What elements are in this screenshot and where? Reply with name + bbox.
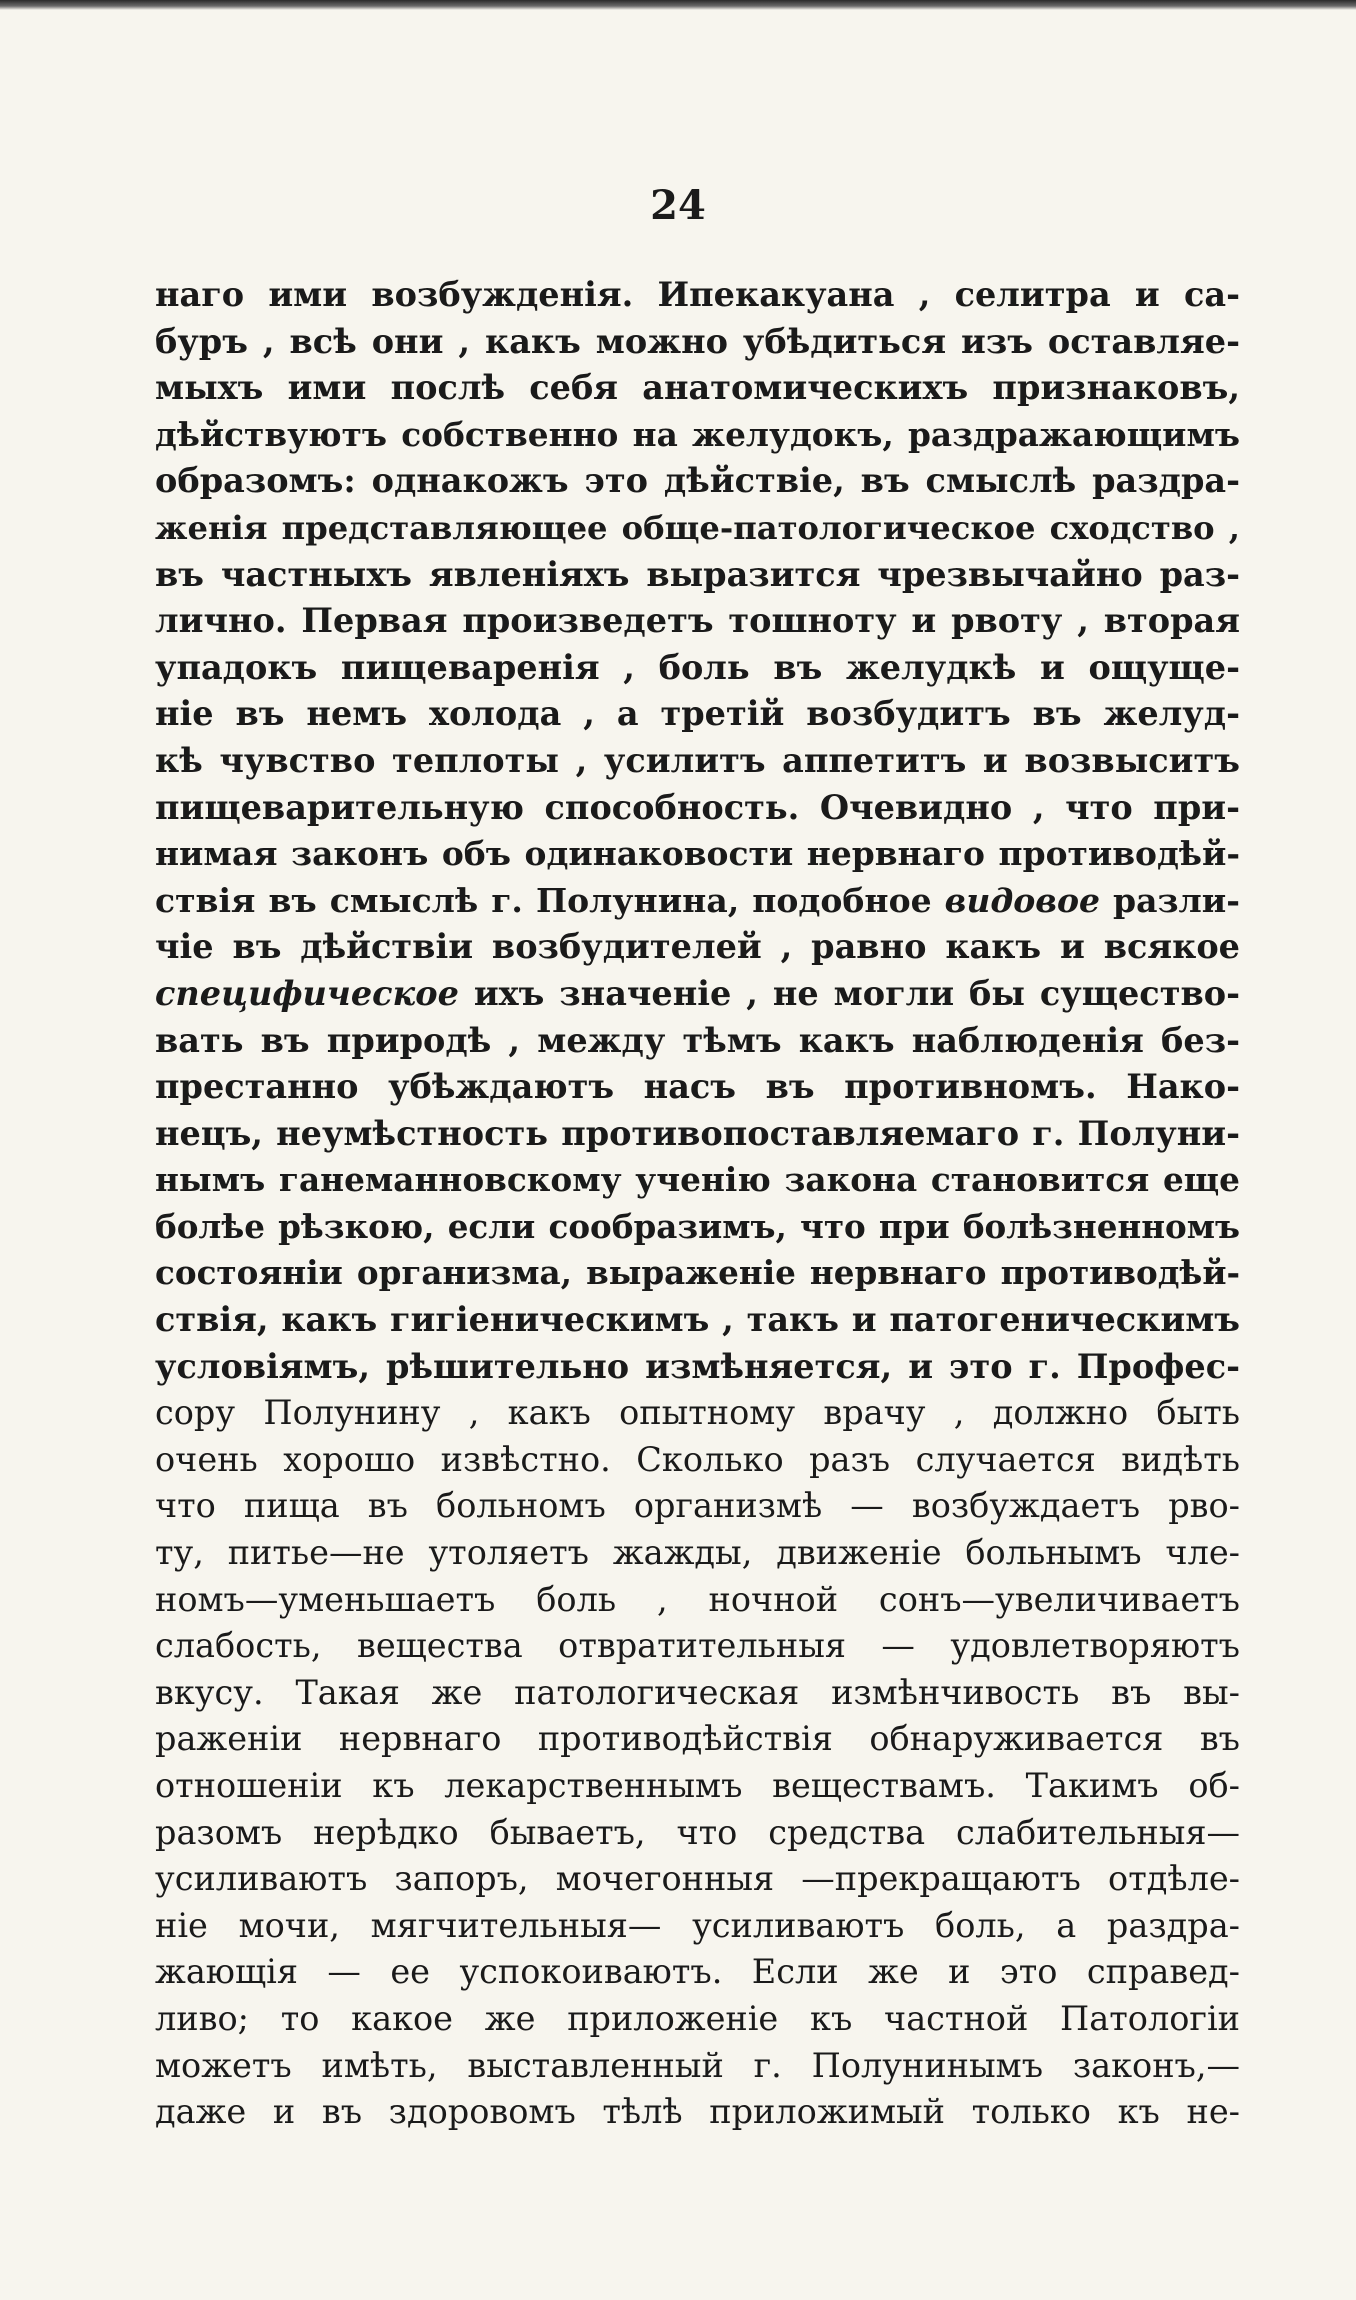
text-line: дѣйствуютъ собственно на желудокъ, раздражающимъ xyxy=(155,414,1240,454)
text-line: вать въ природѣ , между тѣмъ какъ наблюденія без- xyxy=(155,1020,1240,1060)
text-line: отношеніи къ лекарственнымъ веществамъ. Такимъ об- xyxy=(155,1766,1240,1805)
text-line: нымъ ганеманновскому ученію закона становится еще xyxy=(155,1160,1240,1200)
text-line: вкусу. Такая же патологическая измѣнчивость въ вы- xyxy=(155,1672,1240,1712)
text-line: чіе въ дѣйствіи возбудителей , равно какъ и всякое xyxy=(155,927,1240,967)
text-line: наго ими возбужденія. Ипекакуана , селитра и са- xyxy=(155,275,1240,314)
text-line: ніе въ немъ холода , а третій возбудитъ въ желуд- xyxy=(155,694,1240,734)
text-line: болѣе рѣзкою, если сообразимъ, что при болѣзненномъ xyxy=(155,1206,1240,1246)
text-line: образомъ: однакожъ это дѣйствіе, въ смыслѣ раздра- xyxy=(155,461,1240,501)
text-segment: ствія въ смыслѣ г. Полунина, подобное xyxy=(155,880,945,920)
text-line: престанно убѣждаютъ насъ въ противномъ. Нако- xyxy=(155,1067,1240,1107)
page-top-edge xyxy=(0,0,1356,10)
text-line: слабость, вещества отвратительныя — удовлетворяютъ xyxy=(155,1626,1240,1666)
text-line: ту, питье—не утоляетъ жажды, движеніе больнымъ чле- xyxy=(155,1533,1240,1573)
text-segment: разли- xyxy=(1099,880,1240,920)
text-line: условіямъ, рѣшительно измѣняется, и это г. Профес- xyxy=(155,1346,1240,1386)
italic-term: видовое xyxy=(944,880,1100,920)
text-segment: ихъ значеніе , не могли бы существо- xyxy=(458,973,1240,1013)
text-line: можетъ имѣть, выставленный г. Полунинымъ законъ,— xyxy=(155,2045,1240,2085)
text-line: буръ , всѣ они , какъ можно убѣдиться изъ оставляе- xyxy=(155,321,1240,361)
text-line xyxy=(155,971,1240,1018)
italic-term: специфическое xyxy=(155,973,459,1013)
text-line: пищеварительную способность. Очевидно , что при- xyxy=(155,787,1240,827)
text-line: нимая законъ объ одинаковости нервнаго противодѣй- xyxy=(155,834,1240,874)
text-line: ствія, какъ гигіеническимъ , такъ и патогеническимъ xyxy=(155,1300,1240,1340)
text-line xyxy=(155,878,1240,925)
text-line: упадокъ пищеваренія , боль въ желудкѣ и ощуще- xyxy=(155,647,1240,687)
text-line: нецъ, неумѣстность противопоставляемаго г. Полуни- xyxy=(155,1113,1240,1153)
text-line: лично. Первая произведетъ тошноту и рвоту , вторая xyxy=(155,601,1240,641)
text-line: жающія — ее успокоиваютъ. Если же и это справед- xyxy=(155,1952,1240,1992)
text-line: въ частныхъ явленіяхъ выразится чрезвычайно раз- xyxy=(155,554,1240,594)
text-line: что пища въ больномъ организмѣ — возбуждаетъ рво- xyxy=(155,1486,1240,1526)
text-line: состояніи организма, выраженіе нервнаго противодѣй- xyxy=(155,1253,1240,1293)
text-line: даже и въ здоровомъ тѣлѣ приложимый только къ не- xyxy=(155,2092,1240,2132)
page-number: 24 xyxy=(650,182,706,229)
body-text xyxy=(155,272,1240,2136)
text-line: мыхъ ими послѣ себя анатомическихъ признаковъ, xyxy=(155,368,1240,408)
text-line: номъ—уменьшаетъ боль , ночной сонъ—увеличиваетъ xyxy=(155,1579,1240,1619)
text-line: разомъ нерѣдко бываетъ, что средства слабительныя— xyxy=(155,1812,1240,1852)
text-line: сору Полунину , какъ опытному врачу , должно быть xyxy=(155,1393,1240,1433)
text-line: кѣ чувство теплоты , усилитъ аппетитъ и возвыситъ xyxy=(155,740,1240,780)
text-line: раженіи нервнаго противодѣйствія обнаруживается въ xyxy=(155,1719,1240,1759)
text-line: ніе мочи, мягчительныя— усиливаютъ боль, а раздра- xyxy=(155,1905,1240,1945)
text-line: очень хорошо извѣстно. Сколько разъ случается видѣть xyxy=(155,1439,1240,1479)
text-line: ливо; то какое же приложеніе къ частной Патологіи xyxy=(155,1998,1240,2038)
text-line: женія представляющее обще-патологическое сходство , xyxy=(155,508,1240,547)
text-line: усиливаютъ запоръ, мочегонныя —прекращаютъ отдѣле- xyxy=(155,1859,1240,1899)
